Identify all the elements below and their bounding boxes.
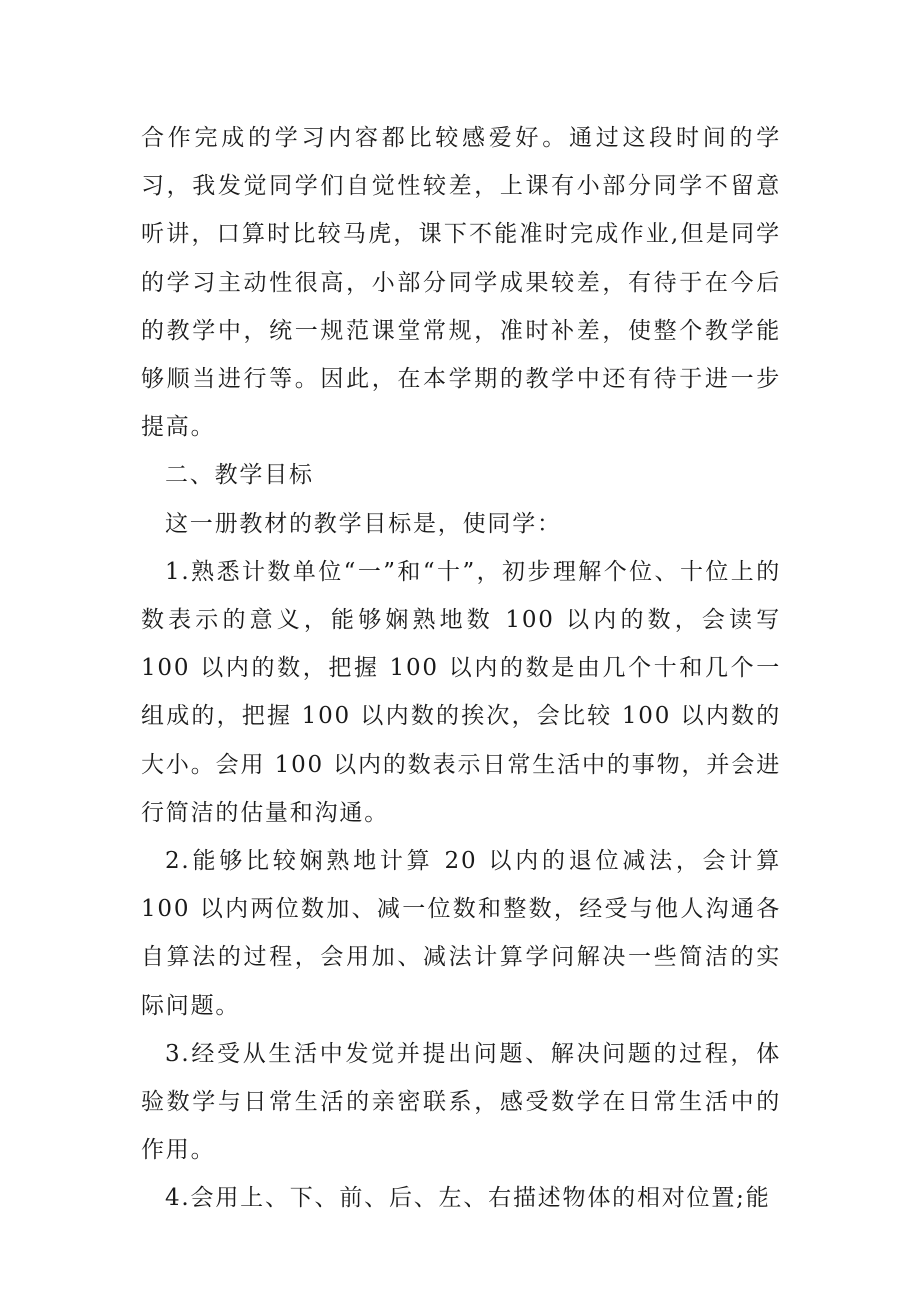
list-item-goal-4: 4.会用上、下、前、后、左、右描述物体的相对位置;能 [165, 1185, 771, 1212]
list-item-goal-2: 2.能够比较娴熟地计算 20 以内的退位减法，会计算 100 以内两位数加、减一位数和整数，经受与他人沟通各自算法的过程，会用加、减法计算学问解决一些简洁的实际问题。 [141, 848, 781, 1019]
section-heading-teaching-goals: 二、教学目标 [165, 462, 314, 489]
document-page [141, 114, 781, 1223]
list-item-goal-3: 3.经受从生活中发觉并提出问题、解决问题的过程，体验数学与日常生活的亲密联系，感受数学在日常生活中的作用。 [141, 1040, 781, 1164]
list-item-goal-1: 1.熟悉计数单位“一”和“十”，初步理解个位、十位上的数表示的意义，能够娴熟地数 100 以内的数，会读写 100 以内的数，把握 100 以内的数是由几个十和几个一组成的，把握 100 以内数的挨次，会比较 100 以内数的大小。会用 100 以内的数表示日常生活中的事物，并会进行简洁的估量和沟通。 [141, 558, 781, 826]
paragraph-goals-intro: 这一册教材的教学目标是，使同学： [165, 510, 562, 537]
paragraph-intro-continued: 合作完成的学习内容都比较感爱好。通过这段时间的学习，我发觉同学们自觉性较差，上课有小部分同学不留意听讲，口算时比较马虎，课下不能准时完成作业,但是同学的学习主动性很高，小部分同学成果较差，有待于在今后的教学中，统一规范课堂常规，准时补差，使整个教学能够顺当进行等。因此，在本学期的教学中还有待于进一步提高。 [141, 125, 781, 441]
